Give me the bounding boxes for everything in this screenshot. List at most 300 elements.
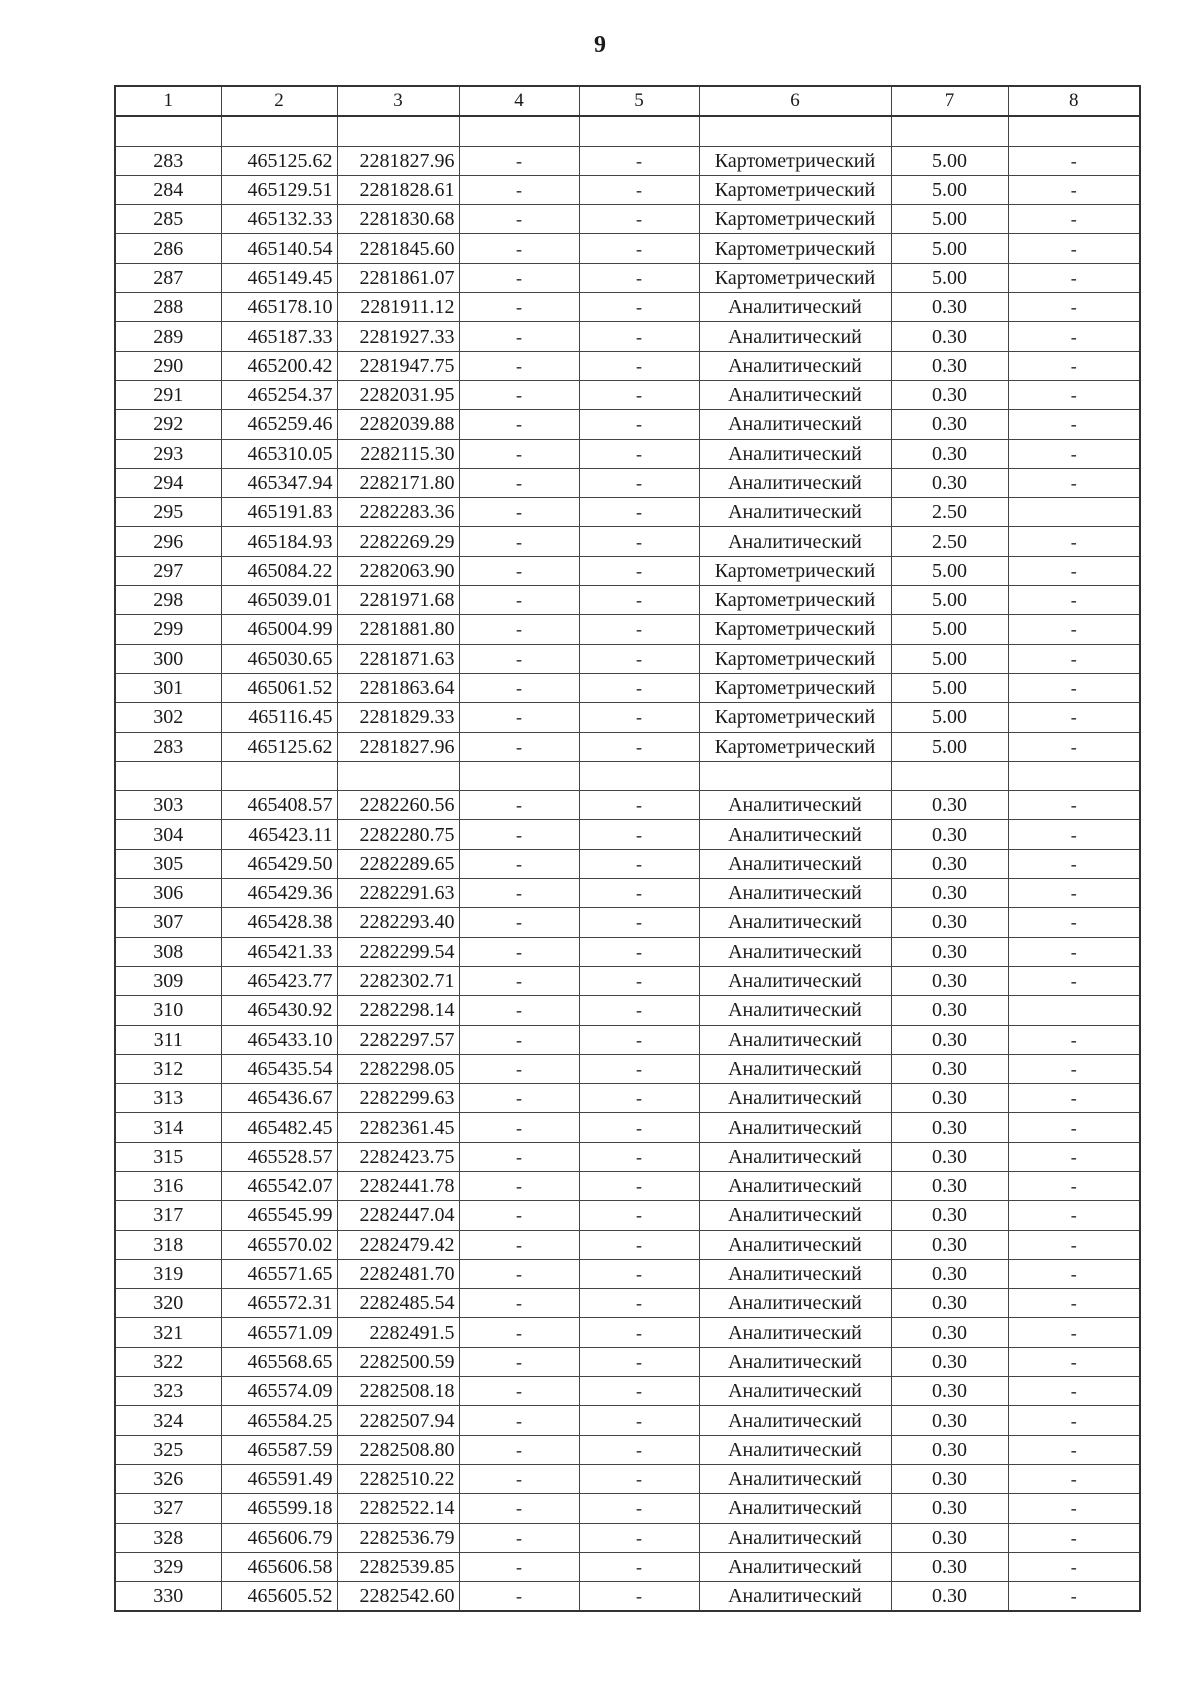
y-coordinate-cell: 2282481.70 <box>337 1259 459 1288</box>
accuracy-cell: 0.30 <box>891 1142 1008 1171</box>
y-coordinate-cell: 2282539.85 <box>337 1552 459 1581</box>
column-4-cell: - <box>459 1377 579 1406</box>
table-row <box>115 1084 1140 1113</box>
column-4-cell: - <box>459 1406 579 1435</box>
column-4-cell: - <box>459 1142 579 1171</box>
column-4-cell: - <box>459 1289 579 1318</box>
table-row <box>115 1552 1140 1581</box>
y-coordinate-cell: 2281911.12 <box>337 293 459 322</box>
accuracy-cell <box>891 761 1008 790</box>
y-coordinate-cell: 2282500.59 <box>337 1347 459 1376</box>
column-4-cell: - <box>459 1552 579 1581</box>
accuracy-cell: 0.30 <box>891 1318 1008 1347</box>
accuracy-cell: 5.00 <box>891 586 1008 615</box>
method-cell: Аналитический <box>699 966 891 995</box>
method-cell: Картометрический <box>699 556 891 585</box>
column-5-cell: - <box>579 1406 699 1435</box>
column-8-cell: - <box>1008 263 1140 292</box>
point-number-cell <box>115 761 221 790</box>
column-8-cell: - <box>1008 1494 1140 1523</box>
table-row <box>115 791 1140 820</box>
point-number-cell: 330 <box>115 1582 221 1612</box>
method-cell: Аналитический <box>699 1113 891 1142</box>
x-coordinate-cell: 465125.62 <box>221 146 337 175</box>
column-8-cell: - <box>1008 791 1140 820</box>
column-4-cell: - <box>459 1318 579 1347</box>
y-coordinate-cell: 2282260.56 <box>337 791 459 820</box>
column-5-cell: - <box>579 1054 699 1083</box>
method-cell: Аналитический <box>699 1406 891 1435</box>
x-coordinate-cell: 465436.67 <box>221 1084 337 1113</box>
y-coordinate-cell: 2282441.78 <box>337 1171 459 1200</box>
accuracy-cell: 0.30 <box>891 380 1008 409</box>
accuracy-cell: 0.30 <box>891 849 1008 878</box>
table-row <box>115 1025 1140 1054</box>
column-8-cell: - <box>1008 1523 1140 1552</box>
accuracy-cell: 0.30 <box>891 1494 1008 1523</box>
column-5-cell <box>579 116 699 146</box>
point-number-cell: 305 <box>115 849 221 878</box>
point-number-cell: 299 <box>115 615 221 644</box>
table-row <box>115 1435 1140 1464</box>
y-coordinate-cell: 2282508.80 <box>337 1435 459 1464</box>
point-number-cell: 303 <box>115 791 221 820</box>
point-number-cell: 304 <box>115 820 221 849</box>
point-number-cell: 317 <box>115 1201 221 1230</box>
column-5-cell: - <box>579 1377 699 1406</box>
method-cell: Аналитический <box>699 996 891 1025</box>
column-4-cell: - <box>459 1259 579 1288</box>
y-coordinate-cell: 2282302.71 <box>337 966 459 995</box>
accuracy-cell: 5.00 <box>891 703 1008 732</box>
accuracy-cell: 0.30 <box>891 468 1008 497</box>
column-4-cell: - <box>459 293 579 322</box>
column-8-cell <box>1008 996 1140 1025</box>
accuracy-cell: 0.30 <box>891 351 1008 380</box>
column-4-cell: - <box>459 1582 579 1612</box>
method-cell: Аналитический <box>699 1318 891 1347</box>
coordinates-table-body <box>115 86 1140 1611</box>
method-cell: Аналитический <box>699 1201 891 1230</box>
accuracy-cell: 5.00 <box>891 615 1008 644</box>
method-cell: Аналитический <box>699 527 891 556</box>
accuracy-cell: 0.30 <box>891 1201 1008 1230</box>
y-coordinate-cell: 2282423.75 <box>337 1142 459 1171</box>
x-coordinate-cell: 465605.52 <box>221 1582 337 1612</box>
column-4-cell: - <box>459 1201 579 1230</box>
column-8-cell <box>1008 116 1140 146</box>
accuracy-cell: 5.00 <box>891 263 1008 292</box>
point-number-cell: 307 <box>115 908 221 937</box>
x-coordinate-cell: 465149.45 <box>221 263 337 292</box>
method-cell: Аналитический <box>699 1142 891 1171</box>
column-8-cell: - <box>1008 146 1140 175</box>
point-number-cell: 302 <box>115 703 221 732</box>
column-5-cell: - <box>579 849 699 878</box>
column-4-cell: - <box>459 1435 579 1464</box>
point-number-cell: 297 <box>115 556 221 585</box>
y-coordinate-cell: 2281845.60 <box>337 234 459 263</box>
column-8-cell: - <box>1008 1142 1140 1171</box>
x-coordinate-cell: 465408.57 <box>221 791 337 820</box>
table-row <box>115 146 1140 175</box>
method-cell: Картометрический <box>699 234 891 263</box>
accuracy-cell: 0.30 <box>891 1435 1008 1464</box>
method-cell: Аналитический <box>699 1377 891 1406</box>
point-number-cell: 283 <box>115 732 221 761</box>
column-5-cell: - <box>579 1435 699 1464</box>
method-cell: Картометрический <box>699 205 891 234</box>
accuracy-cell: 0.30 <box>891 1054 1008 1083</box>
accuracy-cell: 0.30 <box>891 293 1008 322</box>
x-coordinate-cell: 465430.92 <box>221 996 337 1025</box>
column-4-cell: - <box>459 351 579 380</box>
column-5-cell: - <box>579 234 699 263</box>
table-row <box>115 1523 1140 1552</box>
column-8-cell: - <box>1008 1582 1140 1612</box>
column-5-cell: - <box>579 175 699 204</box>
x-coordinate-cell: 465571.09 <box>221 1318 337 1347</box>
y-coordinate-cell: 2281881.80 <box>337 615 459 644</box>
column-5-cell: - <box>579 556 699 585</box>
column-5-cell: - <box>579 1347 699 1376</box>
column-4-cell: - <box>459 732 579 761</box>
y-coordinate-cell: 2282293.40 <box>337 908 459 937</box>
accuracy-cell: 0.30 <box>891 322 1008 351</box>
method-cell: Аналитический <box>699 1054 891 1083</box>
method-cell: Аналитический <box>699 1582 891 1612</box>
method-cell: Картометрический <box>699 703 891 732</box>
method-cell: Аналитический <box>699 1494 891 1523</box>
column-header: 3 <box>337 86 459 116</box>
accuracy-cell: 2.50 <box>891 527 1008 556</box>
method-cell: Аналитический <box>699 293 891 322</box>
column-4-cell: - <box>459 1025 579 1054</box>
column-8-cell: - <box>1008 1552 1140 1581</box>
column-4-cell: - <box>459 937 579 966</box>
point-number-cell: 294 <box>115 468 221 497</box>
table-row <box>115 586 1140 615</box>
method-cell: Картометрический <box>699 586 891 615</box>
column-4-cell: - <box>459 908 579 937</box>
column-8-cell: - <box>1008 1259 1140 1288</box>
accuracy-cell: 0.30 <box>891 1171 1008 1200</box>
x-coordinate-cell: 465004.99 <box>221 615 337 644</box>
point-number-cell: 309 <box>115 966 221 995</box>
accuracy-cell: 0.30 <box>891 1464 1008 1493</box>
accuracy-cell: 0.30 <box>891 879 1008 908</box>
column-5-cell: - <box>579 410 699 439</box>
method-cell <box>699 116 891 146</box>
point-number-cell: 291 <box>115 380 221 409</box>
table-row <box>115 1318 1140 1347</box>
x-coordinate-cell: 465178.10 <box>221 293 337 322</box>
column-5-cell: - <box>579 879 699 908</box>
point-number-cell: 308 <box>115 937 221 966</box>
column-8-cell: - <box>1008 468 1140 497</box>
column-8-cell: - <box>1008 351 1140 380</box>
column-header: 5 <box>579 86 699 116</box>
point-number-cell: 283 <box>115 146 221 175</box>
column-8-cell: - <box>1008 234 1140 263</box>
accuracy-cell: 5.00 <box>891 146 1008 175</box>
column-4-cell: - <box>459 556 579 585</box>
table-row <box>115 263 1140 292</box>
accuracy-cell: 0.30 <box>891 1347 1008 1376</box>
column-8-cell: - <box>1008 820 1140 849</box>
table-row <box>115 527 1140 556</box>
column-8-cell: - <box>1008 1289 1140 1318</box>
column-8-cell: - <box>1008 1347 1140 1376</box>
column-5-cell <box>579 761 699 790</box>
y-coordinate-cell: 2281829.33 <box>337 703 459 732</box>
x-coordinate-cell: 465184.93 <box>221 527 337 556</box>
column-4-cell <box>459 761 579 790</box>
column-4-cell: - <box>459 1171 579 1200</box>
column-5-cell: - <box>579 293 699 322</box>
column-5-cell: - <box>579 615 699 644</box>
column-8-cell: - <box>1008 439 1140 468</box>
point-number-cell: 290 <box>115 351 221 380</box>
point-number-cell: 284 <box>115 175 221 204</box>
x-coordinate-cell: 465132.33 <box>221 205 337 234</box>
y-coordinate-cell: 2282283.36 <box>337 498 459 527</box>
point-number-cell: 326 <box>115 1464 221 1493</box>
point-number-cell: 288 <box>115 293 221 322</box>
accuracy-cell: 0.30 <box>891 1289 1008 1318</box>
column-4-cell: - <box>459 966 579 995</box>
accuracy-cell: 5.00 <box>891 175 1008 204</box>
method-cell: Аналитический <box>699 439 891 468</box>
method-cell: Аналитический <box>699 322 891 351</box>
point-number-cell: 287 <box>115 263 221 292</box>
y-coordinate-cell: 2281863.64 <box>337 673 459 702</box>
column-4-cell: - <box>459 791 579 820</box>
method-cell: Картометрический <box>699 175 891 204</box>
column-8-cell: - <box>1008 879 1140 908</box>
method-cell: Аналитический <box>699 1464 891 1493</box>
column-8-cell: - <box>1008 1464 1140 1493</box>
y-coordinate-cell: 2282115.30 <box>337 439 459 468</box>
x-coordinate-cell: 465423.77 <box>221 966 337 995</box>
accuracy-cell: 0.30 <box>891 1113 1008 1142</box>
table-row <box>115 673 1140 702</box>
y-coordinate-cell: 2282508.18 <box>337 1377 459 1406</box>
x-coordinate-cell: 465187.33 <box>221 322 337 351</box>
y-coordinate-cell: 2281947.75 <box>337 351 459 380</box>
x-coordinate-cell: 465574.09 <box>221 1377 337 1406</box>
point-number-cell: 329 <box>115 1552 221 1581</box>
column-header: 8 <box>1008 86 1140 116</box>
accuracy-cell: 5.00 <box>891 644 1008 673</box>
column-8-cell: - <box>1008 380 1140 409</box>
point-number-cell: 306 <box>115 879 221 908</box>
method-cell: Картометрический <box>699 263 891 292</box>
point-number-cell: 323 <box>115 1377 221 1406</box>
column-5-cell: - <box>579 791 699 820</box>
column-8-cell: - <box>1008 556 1140 585</box>
x-coordinate-cell: 465606.79 <box>221 1523 337 1552</box>
accuracy-cell: 0.30 <box>891 908 1008 937</box>
method-cell: Аналитический <box>699 351 891 380</box>
column-8-cell: - <box>1008 1230 1140 1259</box>
column-4-cell: - <box>459 1054 579 1083</box>
x-coordinate-cell: 465591.49 <box>221 1464 337 1493</box>
coordinates-table <box>114 85 1141 1612</box>
x-coordinate-cell: 465030.65 <box>221 644 337 673</box>
point-number-cell: 310 <box>115 996 221 1025</box>
y-coordinate-cell: 2282361.45 <box>337 1113 459 1142</box>
column-8-cell: - <box>1008 1201 1140 1230</box>
accuracy-cell: 5.00 <box>891 732 1008 761</box>
column-5-cell: - <box>579 673 699 702</box>
table-header-row <box>115 86 1140 116</box>
column-4-cell: - <box>459 586 579 615</box>
table-row <box>115 498 1140 527</box>
accuracy-cell: 0.30 <box>891 1582 1008 1612</box>
column-8-cell: - <box>1008 703 1140 732</box>
y-coordinate-cell: 2281827.96 <box>337 732 459 761</box>
column-4-cell: - <box>459 263 579 292</box>
column-5-cell: - <box>579 1171 699 1200</box>
y-coordinate-cell: 2282485.54 <box>337 1289 459 1318</box>
x-coordinate-cell: 465421.33 <box>221 937 337 966</box>
column-5-cell: - <box>579 586 699 615</box>
method-cell: Аналитический <box>699 1259 891 1288</box>
column-4-cell: - <box>459 205 579 234</box>
y-coordinate-cell: 2282491.5 <box>337 1318 459 1347</box>
table-row <box>115 1259 1140 1288</box>
column-header: 4 <box>459 86 579 116</box>
point-number-cell: 296 <box>115 527 221 556</box>
table-row <box>115 1201 1140 1230</box>
column-5-cell: - <box>579 820 699 849</box>
column-8-cell: - <box>1008 615 1140 644</box>
table-row <box>115 234 1140 263</box>
column-header: 1 <box>115 86 221 116</box>
column-8-cell: - <box>1008 644 1140 673</box>
column-4-cell: - <box>459 1113 579 1142</box>
column-5-cell: - <box>579 1201 699 1230</box>
y-coordinate-cell: 2282280.75 <box>337 820 459 849</box>
x-coordinate-cell: 465200.42 <box>221 351 337 380</box>
point-number-cell: 325 <box>115 1435 221 1464</box>
y-coordinate-cell: 2282299.63 <box>337 1084 459 1113</box>
x-coordinate-cell: 465039.01 <box>221 586 337 615</box>
table-row <box>115 1171 1140 1200</box>
column-4-cell: - <box>459 146 579 175</box>
table-row <box>115 468 1140 497</box>
column-5-cell: - <box>579 527 699 556</box>
column-4-cell: - <box>459 175 579 204</box>
x-coordinate-cell: 465572.31 <box>221 1289 337 1318</box>
y-coordinate-cell: 2282447.04 <box>337 1201 459 1230</box>
y-coordinate-cell: 2282479.42 <box>337 1230 459 1259</box>
method-cell: Аналитический <box>699 1025 891 1054</box>
accuracy-cell: 0.30 <box>891 439 1008 468</box>
column-5-cell: - <box>579 1494 699 1523</box>
method-cell: Аналитический <box>699 410 891 439</box>
x-coordinate-cell: 465435.54 <box>221 1054 337 1083</box>
x-coordinate-cell: 465125.62 <box>221 732 337 761</box>
accuracy-cell: 5.00 <box>891 234 1008 263</box>
method-cell: Аналитический <box>699 498 891 527</box>
x-coordinate-cell: 465587.59 <box>221 1435 337 1464</box>
point-number-cell: 318 <box>115 1230 221 1259</box>
column-5-cell: - <box>579 937 699 966</box>
point-number-cell: 300 <box>115 644 221 673</box>
accuracy-cell: 0.30 <box>891 1406 1008 1435</box>
y-coordinate-cell: 2282507.94 <box>337 1406 459 1435</box>
column-5-cell: - <box>579 205 699 234</box>
column-8-cell: - <box>1008 849 1140 878</box>
column-4-cell: - <box>459 234 579 263</box>
column-8-cell: - <box>1008 1377 1140 1406</box>
table-row <box>115 556 1140 585</box>
table-row <box>115 937 1140 966</box>
column-4-cell: - <box>459 498 579 527</box>
x-coordinate-cell: 465571.65 <box>221 1259 337 1288</box>
x-coordinate-cell: 465433.10 <box>221 1025 337 1054</box>
column-8-cell: - <box>1008 410 1140 439</box>
accuracy-cell: 0.30 <box>891 1230 1008 1259</box>
column-5-cell: - <box>579 351 699 380</box>
column-8-cell <box>1008 498 1140 527</box>
column-5-cell: - <box>579 966 699 995</box>
method-cell: Картометрический <box>699 615 891 644</box>
point-number-cell: 321 <box>115 1318 221 1347</box>
method-cell: Аналитический <box>699 1523 891 1552</box>
method-cell: Картометрический <box>699 732 891 761</box>
column-4-cell: - <box>459 1230 579 1259</box>
table-row <box>115 116 1140 146</box>
y-coordinate-cell: 2281830.68 <box>337 205 459 234</box>
column-8-cell: - <box>1008 1113 1140 1142</box>
y-coordinate-cell: 2282269.29 <box>337 527 459 556</box>
accuracy-cell: 5.00 <box>891 673 1008 702</box>
column-8-cell: - <box>1008 908 1140 937</box>
column-4-cell: - <box>459 996 579 1025</box>
method-cell <box>699 761 891 790</box>
y-coordinate-cell: 2282039.88 <box>337 410 459 439</box>
accuracy-cell: 0.30 <box>891 1084 1008 1113</box>
y-coordinate-cell: 2282510.22 <box>337 1464 459 1493</box>
y-coordinate-cell: 2282063.90 <box>337 556 459 585</box>
column-8-cell: - <box>1008 1171 1140 1200</box>
accuracy-cell: 0.30 <box>891 966 1008 995</box>
column-5-cell: - <box>579 1464 699 1493</box>
column-8-cell: - <box>1008 1406 1140 1435</box>
method-cell: Аналитический <box>699 849 891 878</box>
column-4-cell: - <box>459 1494 579 1523</box>
x-coordinate-cell: 465429.50 <box>221 849 337 878</box>
point-number-cell: 327 <box>115 1494 221 1523</box>
column-5-cell: - <box>579 1259 699 1288</box>
table-row <box>115 1054 1140 1083</box>
column-5-cell: - <box>579 498 699 527</box>
point-number-cell: 322 <box>115 1347 221 1376</box>
x-coordinate-cell: 465606.58 <box>221 1552 337 1581</box>
point-number-cell: 315 <box>115 1142 221 1171</box>
accuracy-cell: 0.30 <box>891 1025 1008 1054</box>
column-4-cell: - <box>459 410 579 439</box>
point-number-cell: 313 <box>115 1084 221 1113</box>
y-coordinate-cell: 2281861.07 <box>337 263 459 292</box>
table-row <box>115 1289 1140 1318</box>
y-coordinate-cell: 2282522.14 <box>337 1494 459 1523</box>
column-5-cell: - <box>579 732 699 761</box>
accuracy-cell: 5.00 <box>891 556 1008 585</box>
